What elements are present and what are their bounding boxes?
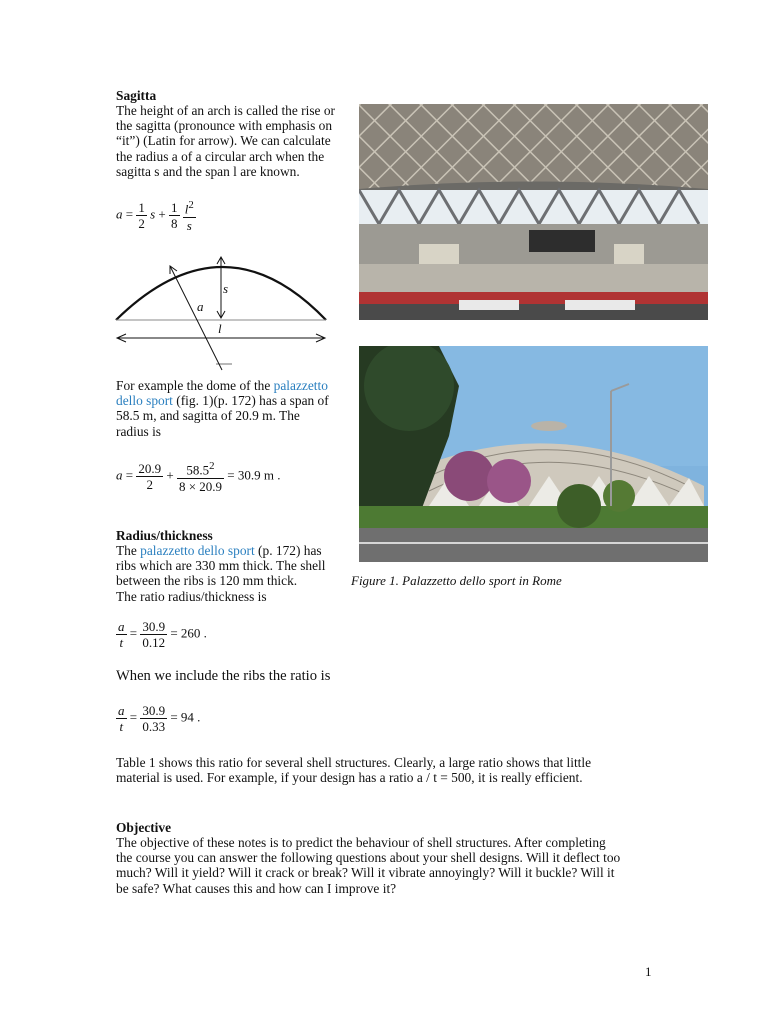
- exterior-photo: [359, 346, 708, 562]
- plus-sign: +: [158, 206, 166, 222]
- ribs-sentence: When we include the ribs the ratio is: [116, 668, 331, 684]
- palazzetto-link[interactable]: palazzetto: [273, 378, 328, 393]
- figure-caption: Figure 1. Palazzetto dello sport in Rome: [351, 573, 562, 588]
- text-line: sagitta s and the span l are known.: [116, 163, 300, 179]
- label-a: a: [197, 299, 204, 314]
- example-text: For example the dome of the palazzetto dello sport (fig. 1)(p. 172) has a span of 58.5 m, and sagitta of 20.9 m. The radius is: [116, 378, 329, 439]
- text-line: “it”) (Latin for arrow). We can calculate: [116, 133, 331, 149]
- text-line: The height of an arch is called the rise or: [116, 103, 335, 118]
- ratio-formula-2: $\frac{a}{t}$ = $\frac{30.9}{0.33}$ = 94 .: [118, 703, 201, 735]
- arch-diagram: [108, 252, 340, 374]
- radius-thickness-text: The palazzetto dello sport (p. 172) has ribs which are 330 mm thick. The shell between the ribs is 120 mm thick. The ratio radius/thickness is: [116, 543, 326, 604]
- palazzetto-link-cont[interactable]: dello sport: [116, 393, 173, 409]
- radius-line: [170, 266, 222, 370]
- objective-heading: Objective: [116, 820, 172, 835]
- fraction: $\frac{20.9}{2}$: [138, 460, 162, 492]
- palazzetto-link-2[interactable]: palazzetto dello sport: [140, 543, 255, 558]
- label-l: l: [218, 321, 222, 336]
- radius-formula: a = $\frac{20.9}{2}$ + $\frac{58.5^2}{8 \times 20.9}$ = 30.9 m .: [116, 460, 281, 494]
- var-s: s: [150, 206, 156, 222]
- table-paragraph: Table 1 shows this ratio for several shell structures. Clearly, a large ratio shows that little material is used. For example, if your design has a ratio a / t = 500, it is really efficient.: [116, 755, 592, 786]
- ratio-formula-1: $\frac{a}{t}$ = $\frac{30.9}{0.12}$ = 260 .: [118, 619, 207, 651]
- sagitta-formula: a = $\frac{1}{2}$ s + $\frac{1}{8}$ $\frac{l^2}{s}$: [116, 199, 194, 233]
- label-s: s: [223, 281, 229, 296]
- fraction: $\frac{1}{8}$: [171, 199, 178, 231]
- sagitta-text: [116, 103, 356, 179]
- fraction: $\frac{l^2}{s}$: [184, 199, 194, 233]
- fraction: $\frac{1}{2}$: [138, 199, 145, 231]
- text-line: the radius a of a circular arch when the: [116, 148, 325, 164]
- objective-text: The objective of these notes is to predict the behaviour of shell structures. After completing the course you can answer the following questions about your shell designs. Will it deflect too much? Will it yield? Will it crack or break? Will it vibrate annoyingly? Will it buckle? Will it be safe? What causes this and how can I improve it?: [116, 835, 621, 896]
- page-number: 1: [645, 964, 652, 979]
- sagitta-heading: Sagitta: [116, 88, 157, 103]
- var-a: a: [116, 206, 123, 222]
- radius-thickness-heading: Radius/thickness: [116, 528, 213, 543]
- fraction: $\frac{58.5^2}{8 \times 20.9}$: [178, 460, 223, 494]
- text-line: the sagitta (pronounce with emphasis on: [116, 118, 333, 134]
- interior-photo: [359, 104, 708, 320]
